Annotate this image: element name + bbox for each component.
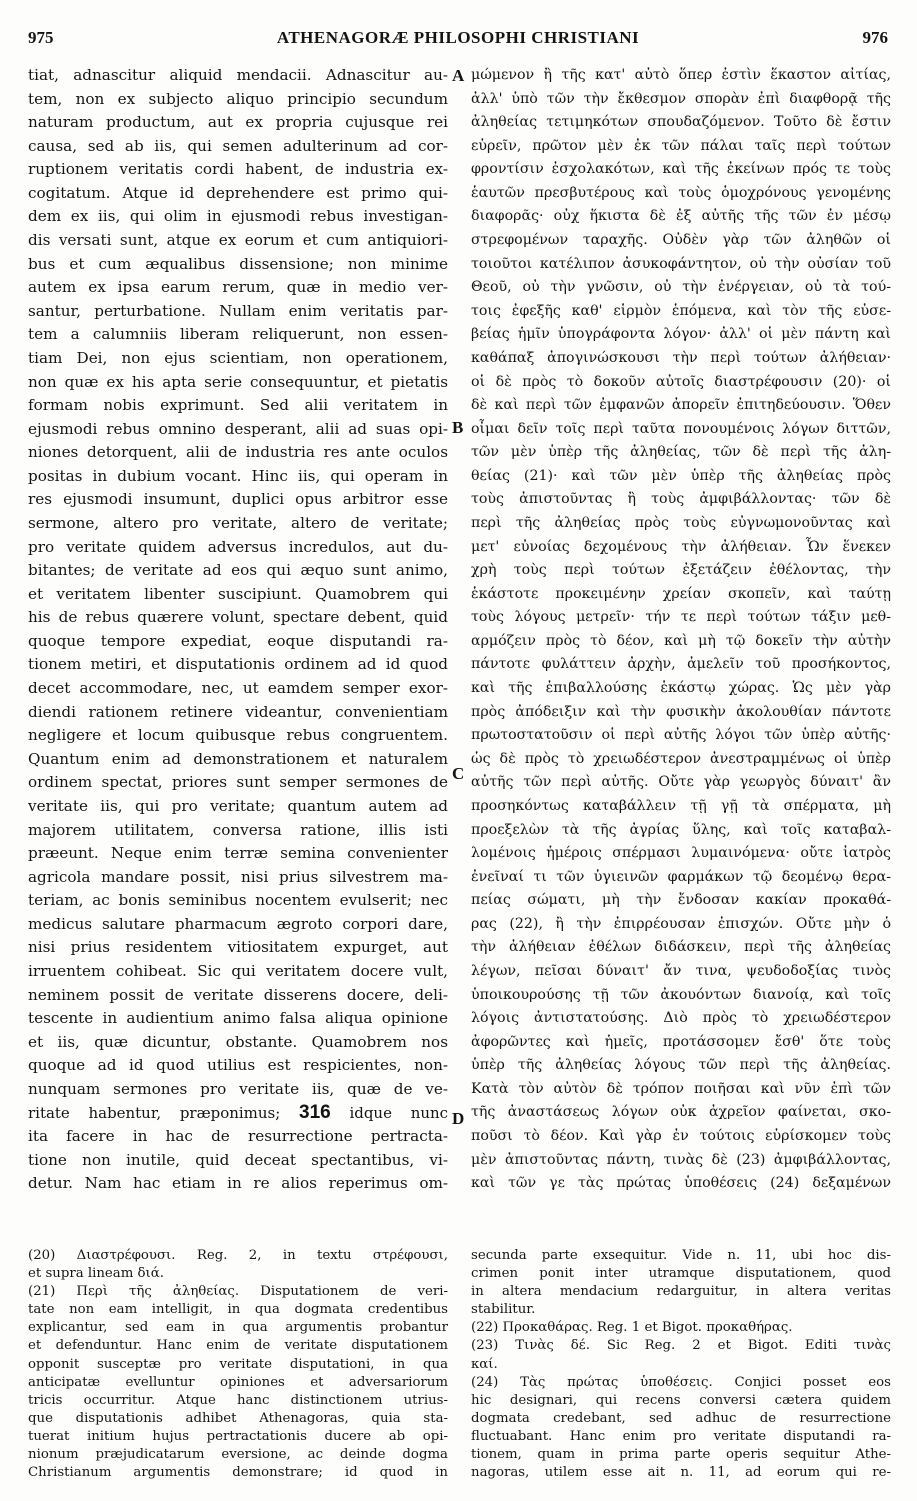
footnote-line: (23) Τινὰς δέ. Sic Reg. 2 et Bigot. Editi τινὰς xyxy=(471,1338,891,1354)
greek-text-line: ἀλλ' ὑπὸ τῶν τὴν ἔκθεσμον σπορὰν ἐπὶ διαφθορᾷ τῆς xyxy=(471,90,891,107)
latin-text-line: veritate iis, qui pro veritate; quantum autem ad xyxy=(28,796,448,815)
footnote-line: fluctuabant. Hanc enim pro veritate disputandi ra- xyxy=(471,1428,891,1444)
greek-text-line: ποῦσι τὸ δέον. Καὶ γὰρ ἐν τούτοις εὑρίσκομεν τοὺς xyxy=(471,1128,891,1145)
greek-text-line: τῆς ἀναστάσεως λόγων οὐκ ἀχρεῖον φαίνεται, σκο- xyxy=(471,1104,891,1121)
page-number-right: 976 xyxy=(862,28,888,47)
greek-text-line: καὶ τῆς ἐπιβαλλούσης ἑκάστῳ χώρας. Ὡς μὲν γὰρ xyxy=(471,680,891,697)
latin-text-line: sermone, altero pro veritate, altero de veritate; xyxy=(28,513,448,532)
footnote-line: crimen ponit inter utramque disputationem, quod xyxy=(471,1266,891,1282)
latin-text-line: neminem possit de veritate disserens docere, deli- xyxy=(28,985,448,1004)
latin-text-line: tescente in audientium animo falsa aliqua opinione xyxy=(28,1009,448,1028)
greek-column xyxy=(471,64,891,1196)
footnote-line: nionum præjudicatarum eversione, ac deinde dogma xyxy=(28,1447,448,1463)
latin-text-line: teriam, ac bonis seminibus nocentem evulserit; nec xyxy=(28,891,448,910)
latin-text-line: tiam Dei, non ejus scientiam, non operationem, xyxy=(28,348,448,367)
footnote-line: (20) Διαστρέφουσι. Reg. 2, in textu στρέφουσι, xyxy=(28,1248,448,1263)
latin-text-line: ejusmodi rebus omnino desperant, alii ad suas opi- xyxy=(28,419,448,438)
page-number-left: 975 xyxy=(28,28,54,47)
greek-text-line: πρωτοστατοῦσιν οἱ περὶ αὐτῆς λόγοι τῶν ὑπὲρ αὐτῆς· xyxy=(471,727,891,744)
latin-text-line: autem ex ipsa earum rerum, quæ in medio ver- xyxy=(28,278,448,297)
latin-text-line: causa, sed ab iis, qui semen adulterinum ad cor- xyxy=(28,136,448,155)
latin-text-line: et veritatem libenter suscipiunt. Quamobrem qui xyxy=(28,584,448,603)
latin-text-line: nisi prius residentem vitiositatem expurget, aut xyxy=(28,938,448,957)
latin-text-line: naturam productum, aut ex propria cujusque rei xyxy=(28,113,448,132)
latin-text-line: niones detorquent, alii de industria res ante oculos xyxy=(28,443,448,462)
greek-text-line: οἶμαι δεῖν τοῖς περὶ ταῦτα πονουμένοις λόγων διττῶν, xyxy=(471,420,891,437)
greek-text-line: ὑπὲρ τῆς ἀληθείας λόγους τῶν περὶ τῆς ἀληθείας. xyxy=(471,1057,891,1074)
footnote-line: nagoras, utilem esse ait n. 11, ad eorum qui re- xyxy=(471,1465,891,1481)
greek-text-line: ἑαυτῶν πρεσβυτέρους καὶ τοὺς ὁμοχρόνους γενομένης xyxy=(471,184,891,201)
greek-text-line: καθάπαξ ἀπογινώσκουσι τὴν περὶ τούτων ἀλήθειαν· xyxy=(471,349,891,366)
greek-text-line: διαφορᾶς· οὐχ ἥκιστα δὲ ἐξ αὐτῆς τῆς τῶν ἐν μέσῳ xyxy=(471,208,891,225)
greek-text-line: λομένοις ἡμέροις σπέρμασι λυμαινόμενα· οὔτε ἰατρὸς xyxy=(471,845,891,862)
greek-text-line: Κατὰ τὸν αὐτὸν δὲ τρόπον ποιῆσαι καὶ νῦν ἐπὶ τῶν xyxy=(471,1080,891,1097)
margin-letter-b: B xyxy=(452,418,464,437)
greek-text-line: τοιοῦτοι κατέλιπον ἀσυκοφάντητον, οὐ τὴν οὐσίαν τοῦ xyxy=(471,255,891,272)
greek-text-line: δὲ καὶ περὶ τῶν ἐμφανῶν ἀπορεῖν ἐπιτηδεύουσιν. Ὅθεν xyxy=(471,397,891,414)
greek-text-line: ὑποικουρούσης τῇ τῶν ἀκουόντων διανοίᾳ, καὶ τοῖς xyxy=(471,986,891,1003)
latin-text-line: decet accommodare, nec, ut eamdem semper exor- xyxy=(28,679,448,698)
greek-text-line: πείας σώματι, μὴ τὴν ἔνδοσαν κακίαν προκαθά- xyxy=(471,892,891,909)
latin-text-line: irruentem cohibeat. Sic qui veritatem docere vult, xyxy=(28,961,448,980)
footnotes-right-lines xyxy=(471,1247,891,1482)
latin-text-line: præeunt. Neque enim terræ semina convenienter xyxy=(28,844,448,863)
footnote-line: et supra lineam διά. xyxy=(28,1266,164,1282)
margin-letter-d: D xyxy=(452,1109,465,1128)
greek-text-line: θείας (21)· καὶ τῶν μὲν ὑπὲρ τῆς ἀληθείας πρὸς xyxy=(471,467,891,484)
latin-text-line: tiat, adnascitur aliquid mendacii. Adnascitur au- xyxy=(28,66,448,84)
greek-text-line: τοις ἐφεξῆς καθ' εἱρμὸν ἑπόμενα, καὶ τὸν τῆς εὐσε- xyxy=(471,302,891,319)
footnote-line: (22) Προκαθάρας. Reg. 1 et Bigot. προκαθήρας. xyxy=(471,1320,793,1336)
greek-text-line: μώμενον ἢ τῆς κατ' αὐτὸ ὅπερ ἐστὶν ἕκαστον αἰτίας, xyxy=(471,67,891,83)
latin-text-line: quoque tempore expediat, eoque disputandi ra- xyxy=(28,631,448,650)
latin-text-line: diendi rationem retinere videantur, convenientiam xyxy=(28,702,448,721)
footnote-line: hic designari, qui recens conversi cætera quidem xyxy=(471,1392,891,1408)
latin-text-line: ruptionem veritatis cordi habent, de industria ex- xyxy=(28,160,448,179)
latin-text-line: dem ex iis, qui olim in ejusmodi rebus investigan- xyxy=(28,207,448,226)
greek-text-line: χρὴ τοὺς περὶ τούτων ἐξετάζειν ἐθέλοντας, τὴν xyxy=(471,562,891,579)
footnote-line: tricis occurritur. Atque hanc distinctionem utrius- xyxy=(28,1392,448,1408)
latin-column-end-lines xyxy=(28,1125,448,1196)
greek-text-line: τοὺς λόγους μετρεῖν· τήν τε περὶ τούτων τάξιν μεθ- xyxy=(471,609,891,626)
footnote-line: tionem, quam in prima parte operis sequitur Athe- xyxy=(471,1447,891,1463)
latin-text-line: quoque ad id quod utilius est respicientes, non- xyxy=(28,1056,448,1075)
footnote-line: (24) Τὰς πρώτας ὑποθέσεις. Conjici posset eos xyxy=(471,1374,891,1390)
latin-text-line: dis versati sunt, atque ex eorum et cum antiquiori- xyxy=(28,231,448,250)
footnote-line: (21) Περὶ τῆς ἀληθείας. Disputationem de veri- xyxy=(28,1284,448,1300)
greek-text-line: λόγοις ἀντιστατούσης. Διὸ πρὸς τὸ χρειωδέστερον xyxy=(471,1010,891,1027)
greek-text-line: περὶ τῆς ἀληθείας πρὸς τοὺς εὐγνωμονοῦντας καὶ xyxy=(471,514,891,531)
latin-column-lines xyxy=(28,64,448,1101)
latin-text-line: formam nobis exprimunt. Sed alii veritatem in xyxy=(28,396,448,415)
greek-text-line: ὡς δὲ πρὸς τὸ χρειωδέστερον ἀνεστραμμένως οἱ ὑπὲρ xyxy=(471,750,891,767)
greek-text-line: τοὺς ἀπιστοῦντας ἢ τοὺς ἀμφιβάλλοντας· τῶν δὲ xyxy=(471,491,891,508)
footnote-line: stabilitur. xyxy=(471,1302,536,1318)
latin-text-line: tionem metiri, et disputationis ordinem ad id quod xyxy=(28,655,448,674)
footnote-line: explicantur, sed eam in qua argumentis probantur xyxy=(28,1320,448,1336)
footnote-line: καί. xyxy=(471,1356,498,1372)
footnote-line: opponit susceptæ pro veritate disputationi, in qua xyxy=(28,1356,448,1372)
greek-text-line: ἑκάστοτε προκειμένην χρείαν σκοπεῖν, καὶ ταύτῃ xyxy=(471,585,891,602)
greek-text-line: πρὸς ἀπόδειξιν καὶ τὴν φυσικὴν ἀκολουθίαν πάντοτε xyxy=(471,703,891,720)
footnote-line: que disputationis adhibet Athenagoras, quia sta- xyxy=(28,1410,448,1426)
footnote-line: tuerat initium hujus pertractationis ducere ab opi- xyxy=(28,1428,448,1444)
greek-text-line: μετ' εὐνοίας δεχομένους τὴν ἀλήθειαν. Ὧν ἕνεκεν xyxy=(471,538,891,555)
greek-text-line: ρας (22), ἢ τὴν ἐπιρρέουσαν ἐπισχών. Οὔτε μὴν ὁ xyxy=(471,915,891,932)
footnote-line: anticipatæ evelluntur opiniones et adversariorum xyxy=(28,1374,448,1390)
latin-text-line: tem, non ex subjecto aliquo principio secundum xyxy=(28,89,448,108)
latin-text-line: et iis, quæ dicuntur, obstante. Quamobrem nos xyxy=(28,1032,448,1051)
greek-text-line: προεξελὼν τὰ τῆς ἀγρίας ὕλης, καὶ τοῖς καταβαλ- xyxy=(471,821,891,838)
greek-text-line: προσηκόντως καταβάλλειν τῇ γῇ τὰ σπέρματα, μὴ xyxy=(471,797,891,814)
greek-text-line: καὶ τῶν γε τὰς πρώτας ὑποθέσεις (24) δεξαμένων xyxy=(471,1175,891,1192)
footnotes-left-lines xyxy=(28,1247,448,1482)
greek-text-line: μὲν ἀπιστοῦντας πάντη, τινὰς δὲ (23) ἀμφιβάλλοντας, xyxy=(471,1151,891,1168)
greek-text-line: αρμόζειν πρὸς τὸ δέον, καὶ μὴ τῷ δοκεῖν τὴν αὐτὴν xyxy=(471,632,891,649)
latin-text-line: tem a calumniis liberam reliquerunt, non essen- xyxy=(28,325,448,344)
latin-text-line: ita facere in hac de resurrectione pertracta- xyxy=(28,1127,448,1146)
footnotes-left xyxy=(28,1247,448,1482)
greek-text-line: Θεοῦ, οὐ τὴν γνῶσιν, οὐ τὴν ἐνέργειαν, οὐ τὰ τού- xyxy=(471,279,891,296)
column-number-316: 316 xyxy=(299,1102,331,1124)
latin-text-line: non quæ ex his apta serie consequuntur, et pietatis xyxy=(28,372,448,391)
latin-text-line: negligere et locum quibusque rebus congruentem. xyxy=(28,726,448,745)
greek-text-line: οἱ δὲ πρὸς τὸ δοκοῦν αὐτοῖς διαστρέφουσιν (20)· οἱ xyxy=(471,373,891,390)
footnote-line: tate non eam intelligit, in qua dogmata credentibus xyxy=(28,1302,448,1318)
latin-text-line: nunquam sermones pro veritate iis, quæ de ve- xyxy=(28,1079,448,1098)
greek-text-line: φροντίσιν ἐσχολακότων, καὶ τῆς ἐκείνων πρός τε τοὺς xyxy=(471,161,891,178)
latin-text-line: bitantes; de veritate ad eos qui æquo sunt animo, xyxy=(28,561,448,580)
greek-text-line: ἐνεῖναί τι τῶν ὑγιεινῶν φαρμάκων τῷ δεομένῳ θερα- xyxy=(471,868,891,885)
latin-text-line: Quantum enim ad demonstrationem et naturalem xyxy=(28,749,448,768)
margin-letter-c: C xyxy=(452,764,465,783)
running-header xyxy=(28,28,888,54)
running-title: ATHENAGORÆ PHILOSOPHI CHRISTIANI xyxy=(276,28,640,47)
greek-text-line: ἀφορῶντες καὶ ἡμεῖς, προτάσσομεν ἔσθ' ὅτε τοὺς xyxy=(471,1033,891,1050)
margin-letter-a: A xyxy=(452,66,465,85)
latin-column xyxy=(28,64,448,1196)
latin-text-line: his de rebus quærere volunt, spectare debent, quid xyxy=(28,608,448,627)
footnote-line: secunda parte exsequitur. Vide n. 11, ubi hoc dis- xyxy=(471,1248,891,1263)
greek-text-line: βείας ἡμῖν ὑπογράφοντα λόγον· ἀλλ' οἱ μὲν πάντη καὶ xyxy=(471,326,891,343)
latin-text-line: medicus salutare pharmacum ægroto corpori dare, xyxy=(28,914,448,933)
latin-text-line: res ejusmodi insumunt, duplici opus arbitror esse xyxy=(28,490,448,509)
footnote-line: dogmata credebant, sed adhuc de resurrectione xyxy=(471,1410,891,1426)
greek-column-lines xyxy=(471,64,891,1196)
greek-text-line: πάντοτε φυλάττειν ἀρχὴν, ἀμελεῖν τοῦ προσήκοντος, xyxy=(471,656,891,673)
latin-text-line: bus et cum æqualibus dissensione; non minime xyxy=(28,254,448,273)
greek-text-line: τὴν ἀλήθειαν ἐθέλων διδάσκειν, περὶ τῆς ἀληθείας xyxy=(471,939,891,956)
latin-text-line: majorem utilitatem, conversa ratione, illis isti xyxy=(28,820,448,839)
greek-text-line: λέγων, πεῖσαι δύναιτ' ἄν τινα, ψευδοδοξίας τινὸς xyxy=(471,962,891,979)
latin-text-line: positas in dubium vocant. Hinc iis, qui operam in xyxy=(28,466,448,485)
footnote-line: et defenduntur. Hanc enim de veritate disputationem xyxy=(28,1338,448,1354)
latin-line-316-after: idque nunc xyxy=(349,1104,449,1123)
footnotes-right xyxy=(471,1247,891,1482)
footnote-line: in altera mendacium redarguitur, in altera veritas xyxy=(471,1284,891,1300)
latin-text-line: tione non inutile, quid deceat spectantibus, vi- xyxy=(28,1150,448,1169)
latin-text-line: agricola mandare possit, nisi prius silvestrem ma- xyxy=(28,867,448,886)
greek-text-line: τῶν μὲν ὑπὲρ τῆς ἀληθείας, τῶν δὲ περὶ τῆς ἀλη- xyxy=(471,444,891,461)
greek-text-line: εὑρεῖν, πρῶτον μὲν ἐκ τῶν πάλαι ταῖς περὶ τούτων xyxy=(471,137,891,154)
greek-text-line: αὐτῆς τῶν περὶ αὐτῆς. Οὔτε γὰρ γεωργὸς δύναιτ' ἂν xyxy=(471,774,891,791)
greek-text-line: ἀληθείας τετιμηκότων σπουδαζόμενον. Τοῦτο δὲ ἔστιν xyxy=(471,114,891,131)
latin-line-316 xyxy=(28,1101,448,1125)
latin-line-316-before: ritate habentur, præponimus; xyxy=(28,1104,281,1123)
latin-text-line: cogitatum. Atque id deprehendere est primo qui- xyxy=(28,183,448,202)
latin-text-line: ordinem spectat, priores sunt semper sermones de xyxy=(28,773,448,792)
greek-text-line: στρεφομένων ταραχῆς. Οὐδὲν γὰρ τῶν ἀληθῶν οἱ xyxy=(471,232,891,249)
footnote-line: Christianum argumentis demonstrare; id quod in xyxy=(28,1465,448,1481)
latin-text-line: santur, perturbatione. Nullam enim veritatis par- xyxy=(28,301,448,320)
latin-text-line: pro veritate quidem adversus incredulos, aut du- xyxy=(28,537,448,556)
latin-text-line: detur. Nam hac etiam in re alios reperimus om- xyxy=(28,1174,448,1193)
